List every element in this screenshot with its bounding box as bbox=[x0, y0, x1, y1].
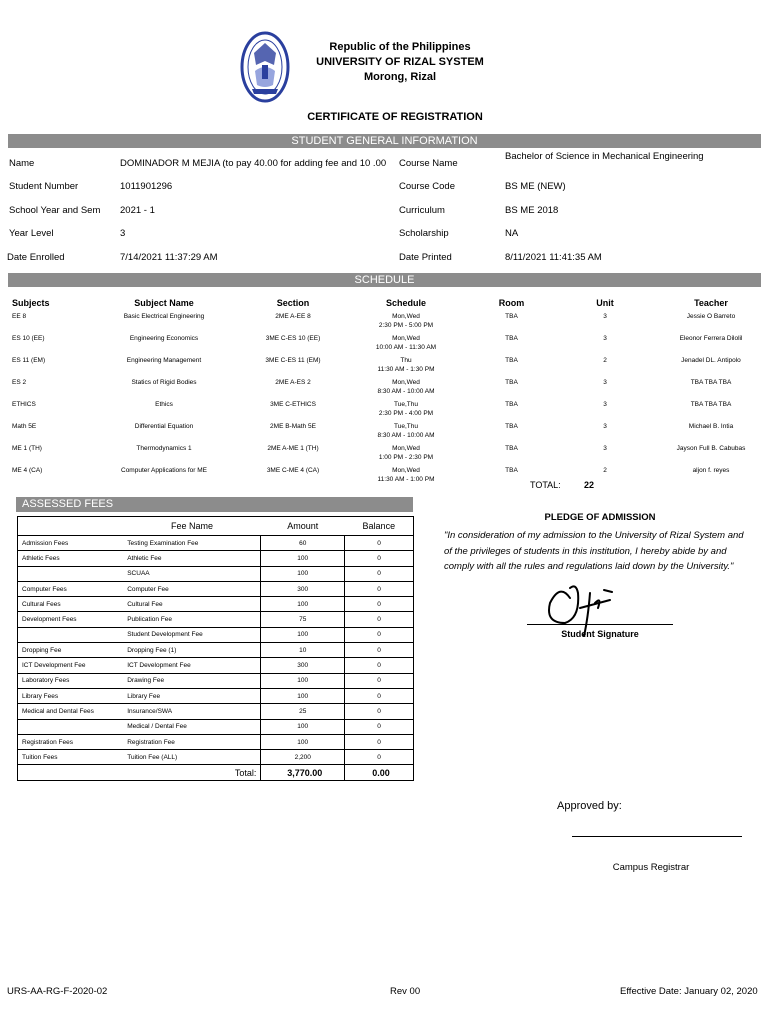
subject-schedule bbox=[338, 332, 474, 354]
form-code: URS-AA-RG-F-2020-02 bbox=[7, 986, 108, 997]
header-location: Morong, Rizal bbox=[363, 71, 437, 83]
fee-name: Drawing Fee bbox=[123, 673, 261, 688]
table-row bbox=[8, 420, 761, 442]
schedule-time: 10:00 AM - 11:30 AM bbox=[375, 344, 437, 351]
schedule-days: Mon,Wed bbox=[392, 379, 420, 386]
fee-name: Medical / Dental Fee bbox=[123, 719, 261, 734]
table-row bbox=[8, 442, 761, 464]
subject-unit: 2 bbox=[603, 467, 607, 474]
fee-amount: 75 bbox=[261, 612, 345, 627]
fee-amount: 100 bbox=[261, 627, 345, 642]
info-label-year-level: Year Level bbox=[9, 228, 54, 239]
info-value-date-enrolled: 7/14/2021 11:37:29 AM bbox=[120, 252, 218, 263]
fee-amount: 100 bbox=[261, 688, 345, 703]
col-section: Section bbox=[276, 298, 310, 308]
subject-name: Engineering Economics bbox=[129, 335, 199, 342]
subject-room: TBA bbox=[505, 335, 518, 342]
subject-name: Basic Electrical Engineering bbox=[123, 313, 205, 320]
subject-room: TBA bbox=[505, 467, 518, 474]
fee-balance: 0 bbox=[345, 643, 414, 658]
table-row bbox=[18, 627, 414, 642]
subject-name: Engineering Management bbox=[126, 357, 202, 364]
assessed-fees-band: ASSESSED FEES bbox=[16, 497, 413, 512]
info-label-scholarship: Scholarship bbox=[399, 228, 449, 239]
fee-category: Athletic Fees bbox=[18, 551, 124, 566]
info-label-date-printed: Date Printed bbox=[399, 252, 452, 263]
schedule-days: Mon,Wed bbox=[392, 313, 420, 320]
subject-unit: 3 bbox=[603, 313, 607, 320]
subject-section: 3ME C-ETHICS bbox=[270, 401, 316, 408]
fee-amount: 100 bbox=[261, 673, 345, 688]
schedule-table bbox=[8, 296, 761, 486]
col-fee-name: Fee Name bbox=[123, 517, 261, 536]
fee-amount: 10 bbox=[261, 643, 345, 658]
fee-category bbox=[18, 627, 124, 642]
schedule-time: 11:30 AM - 1:00 PM bbox=[377, 476, 435, 483]
subject-code: ES 2 bbox=[12, 379, 27, 386]
subject-name: Ethics bbox=[155, 401, 173, 408]
table-row bbox=[18, 597, 414, 612]
table-row bbox=[8, 310, 761, 332]
subject-room: TBA bbox=[505, 379, 518, 386]
subject-unit: 3 bbox=[603, 445, 607, 452]
university-seal bbox=[240, 31, 290, 103]
info-value-curriculum: BS ME 2018 bbox=[505, 205, 559, 216]
subject-room: TBA bbox=[505, 423, 518, 430]
table-row bbox=[18, 734, 414, 749]
table-row bbox=[18, 658, 414, 673]
subject-unit: 2 bbox=[603, 357, 607, 364]
subject-unit: 3 bbox=[603, 379, 607, 386]
fee-category bbox=[18, 566, 124, 581]
subject-code: ME 4 (CA) bbox=[12, 467, 43, 474]
table-row bbox=[18, 551, 414, 566]
info-label-curriculum: Curriculum bbox=[399, 205, 445, 216]
fee-balance: 0 bbox=[345, 566, 414, 581]
subject-code: Math 5E bbox=[12, 423, 37, 430]
fee-name: Registration Fee bbox=[123, 734, 261, 749]
fee-balance: 0 bbox=[345, 673, 414, 688]
info-value-scholarship: NA bbox=[505, 228, 519, 239]
fee-name: Cultural Fee bbox=[123, 597, 261, 612]
pledge-text: "In consideration of my admission to the University of Rizal System and of the privileges of students in this institution, I hereby abide by and comply with all the rules and regulations laid down by the University." bbox=[444, 530, 744, 572]
table-row bbox=[8, 464, 761, 486]
fee-balance: 0 bbox=[345, 750, 414, 765]
fee-amount: 300 bbox=[261, 581, 345, 596]
subject-teacher: TBA TBA TBA bbox=[690, 401, 732, 408]
info-label-name: Name bbox=[9, 158, 35, 169]
subject-name: Thermodynamics 1 bbox=[136, 445, 192, 452]
fee-category: Library Fees bbox=[18, 688, 124, 703]
col-unit: Unit bbox=[596, 298, 614, 308]
schedule-band: SCHEDULE bbox=[8, 273, 761, 287]
table-row bbox=[18, 612, 414, 627]
fee-category bbox=[18, 719, 124, 734]
table-row bbox=[8, 354, 761, 376]
info-value-student-number: 1011901296 bbox=[120, 181, 173, 192]
subject-schedule bbox=[338, 464, 474, 486]
fees-table bbox=[17, 516, 414, 781]
subject-teacher: Eleonor Ferrera Dilolil bbox=[679, 335, 743, 342]
effective-date: Effective Date: January 02, 2020 bbox=[620, 986, 758, 997]
subject-teacher: aljon f. reyes bbox=[692, 467, 730, 474]
table-row bbox=[18, 581, 414, 596]
info-value-school-year: 2021 - 1 bbox=[120, 205, 155, 216]
fee-name: Insurance/SWA bbox=[123, 704, 261, 719]
schedule-time: 8:30 AM - 10:00 AM bbox=[377, 432, 435, 439]
table-row bbox=[18, 719, 414, 734]
fee-category: Registration Fees bbox=[18, 734, 124, 749]
schedule-days: Mon,Wed bbox=[392, 335, 420, 342]
schedule-days: Thu bbox=[400, 357, 412, 364]
fee-balance: 0 bbox=[345, 704, 414, 719]
info-label-course-code: Course Code bbox=[399, 181, 455, 192]
fee-category: Tuition Fees bbox=[18, 750, 124, 765]
subject-room: TBA bbox=[505, 445, 518, 452]
subject-schedule bbox=[338, 354, 474, 376]
fees-total-balance: 0.00 bbox=[345, 765, 414, 780]
subject-room: TBA bbox=[505, 313, 518, 320]
table-row bbox=[18, 688, 414, 703]
fee-name: Testing Examination Fee bbox=[123, 536, 261, 551]
schedule-days: Tue,Thu bbox=[394, 423, 418, 430]
student-signature-label: Student Signature bbox=[561, 629, 639, 639]
units-total-value: 22 bbox=[584, 480, 595, 490]
col-amount: Amount bbox=[261, 517, 345, 536]
fee-balance: 0 bbox=[345, 551, 414, 566]
info-label-course-name: Course Name bbox=[399, 158, 458, 169]
subject-code: EE 8 bbox=[12, 313, 27, 320]
fee-name: Publication Fee bbox=[123, 612, 261, 627]
fee-category: Medical and Dental Fees bbox=[18, 704, 124, 719]
info-value-year-level: 3 bbox=[120, 228, 126, 239]
subject-teacher: Jayson Full B. Cabubas bbox=[676, 445, 746, 452]
fee-category: Computer Fees bbox=[18, 581, 124, 596]
header-university: UNIVERSITY OF RIZAL SYSTEM bbox=[316, 56, 484, 68]
fee-category: ICT Development Fee bbox=[18, 658, 124, 673]
fees-total-row bbox=[18, 765, 414, 780]
subject-schedule bbox=[338, 398, 474, 420]
fee-category: Dropping Fee bbox=[18, 643, 124, 658]
table-row bbox=[18, 643, 414, 658]
fee-balance: 0 bbox=[345, 612, 414, 627]
table-row bbox=[8, 398, 761, 420]
fees-total-amount: 3,770.00 bbox=[261, 765, 345, 780]
schedule-days: Tue,Thu bbox=[394, 401, 418, 408]
schedule-time: 1:00 PM - 2:30 PM bbox=[378, 454, 434, 461]
schedule-days: Mon,Wed bbox=[392, 445, 420, 452]
table-row bbox=[18, 566, 414, 581]
schedule-time: 11:30 AM - 1:30 PM bbox=[377, 366, 435, 373]
fee-balance: 0 bbox=[345, 658, 414, 673]
col-room: Room bbox=[498, 298, 525, 308]
table-row bbox=[18, 704, 414, 719]
fee-name: SCUAA bbox=[123, 566, 261, 581]
table-row bbox=[8, 332, 761, 354]
col-schedule: Schedule bbox=[385, 298, 426, 308]
student-info-band: STUDENT GENERAL INFORMATION bbox=[8, 134, 761, 148]
fee-balance: 0 bbox=[345, 597, 414, 612]
subject-unit: 3 bbox=[603, 335, 607, 342]
subject-section: 2ME B-Math 5E bbox=[270, 423, 316, 430]
fee-name: Computer Fee bbox=[123, 581, 261, 596]
info-value-course-code: BS ME (NEW) bbox=[505, 181, 566, 192]
fee-amount: 100 bbox=[261, 551, 345, 566]
subject-unit: 3 bbox=[603, 423, 607, 430]
col-teacher: Teacher bbox=[694, 298, 728, 308]
fees-total-label: Total: bbox=[123, 765, 261, 780]
info-value-date-printed: 8/11/2021 11:41:35 AM bbox=[505, 252, 602, 263]
pledge-title: PLEDGE OF ADMISSION bbox=[544, 512, 656, 523]
subject-section: 2ME A-EE 8 bbox=[275, 313, 311, 320]
col-subjects: Subjects bbox=[12, 298, 50, 308]
subject-schedule bbox=[338, 420, 474, 442]
registrar-signature-line bbox=[572, 836, 742, 837]
fee-balance: 0 bbox=[345, 581, 414, 596]
col-balance: Balance bbox=[345, 517, 414, 536]
subject-section: 3ME C-ME 4 (CA) bbox=[266, 467, 320, 474]
subject-name: Computer Applications for ME bbox=[121, 467, 207, 474]
subject-code: ME 1 (TH) bbox=[12, 445, 42, 452]
fee-balance: 0 bbox=[345, 536, 414, 551]
subject-section: 3ME C-ES 11 (EM) bbox=[265, 357, 321, 364]
subject-name: Differential Equation bbox=[134, 423, 194, 430]
subject-teacher: Jenadel DL. Antipolo bbox=[681, 357, 741, 364]
units-total-label: TOTAL: bbox=[530, 480, 561, 490]
fee-name: Student Development Fee bbox=[123, 627, 261, 642]
fee-name: Athletic Fee bbox=[123, 551, 261, 566]
table-row bbox=[18, 750, 414, 765]
subject-code: ES 11 (EM) bbox=[12, 357, 46, 364]
fee-amount: 2,200 bbox=[261, 750, 345, 765]
subject-code: ES 10 (EE) bbox=[12, 335, 45, 342]
fee-name: Library Fee bbox=[123, 688, 261, 703]
fee-balance: 0 bbox=[345, 734, 414, 749]
fee-category: Laboratory Fees bbox=[18, 673, 124, 688]
fee-balance: 0 bbox=[345, 627, 414, 642]
fee-name: Dropping Fee (1) bbox=[123, 643, 261, 658]
fee-amount: 100 bbox=[261, 566, 345, 581]
revision: Rev 00 bbox=[390, 986, 421, 997]
subject-schedule bbox=[338, 376, 474, 398]
subject-teacher: TBA TBA TBA bbox=[690, 379, 732, 386]
info-label-date-enrolled: Date Enrolled bbox=[7, 252, 65, 263]
fee-amount: 60 bbox=[261, 536, 345, 551]
schedule-time: 2:30 PM - 5:00 PM bbox=[378, 322, 434, 329]
table-row bbox=[18, 673, 414, 688]
fee-category: Admission Fees bbox=[18, 536, 124, 551]
fees-header-row bbox=[18, 517, 414, 536]
subject-name: Statics of Rigid Bodies bbox=[131, 379, 197, 386]
fee-category: Development Fees bbox=[18, 612, 124, 627]
campus-registrar-label: Campus Registrar bbox=[612, 862, 690, 873]
table-row bbox=[8, 376, 761, 398]
fee-amount: 300 bbox=[261, 658, 345, 673]
subject-section: 2ME A-ME 1 (TH) bbox=[267, 445, 319, 452]
fee-amount: 100 bbox=[261, 597, 345, 612]
subject-schedule bbox=[338, 442, 474, 464]
subject-section: 2ME A-ES 2 bbox=[275, 379, 311, 386]
col-subject-name: Subject Name bbox=[134, 298, 194, 308]
subject-teacher: Jessie O Barreto bbox=[686, 313, 736, 320]
header-republic: Republic of the Philippines bbox=[329, 41, 471, 53]
info-value-course-name: Bachelor of Science in Mechanical Engineering bbox=[505, 151, 704, 162]
schedule-days: Mon,Wed bbox=[392, 467, 420, 474]
fee-amount: 25 bbox=[261, 704, 345, 719]
schedule-time: 2:30 PM - 4:00 PM bbox=[378, 410, 434, 417]
fee-amount: 100 bbox=[261, 734, 345, 749]
fee-category: Cultural Fees bbox=[18, 597, 124, 612]
table-row bbox=[18, 536, 414, 551]
subject-code: ETHICS bbox=[12, 401, 36, 408]
approved-by-label: Approved by: bbox=[557, 800, 622, 812]
signature-line bbox=[527, 624, 673, 625]
subject-schedule bbox=[338, 310, 474, 332]
subject-section: 3ME C-ES 10 (EE) bbox=[265, 335, 321, 342]
subject-teacher: Michael B. Intia bbox=[688, 423, 734, 430]
fee-balance: 0 bbox=[345, 688, 414, 703]
subject-room: TBA bbox=[505, 357, 518, 364]
subject-unit: 3 bbox=[603, 401, 607, 408]
fee-amount: 100 bbox=[261, 719, 345, 734]
fee-name: Tuition Fee (ALL) bbox=[123, 750, 261, 765]
schedule-time: 8:30 AM - 10:00 AM bbox=[377, 388, 435, 395]
subject-room: TBA bbox=[505, 401, 518, 408]
fee-balance: 0 bbox=[345, 719, 414, 734]
certificate-title: CERTIFICATE OF REGISTRATION bbox=[307, 111, 483, 123]
info-value-name: DOMINADOR M MEJIA (to pay 40.00 for adding fee and 10 .00 bbox=[120, 158, 387, 169]
info-label-student-number: Student Number bbox=[9, 181, 79, 192]
institution-header bbox=[300, 40, 500, 85]
info-label-school-year: School Year and Sem bbox=[9, 205, 101, 216]
fee-name: ICT Development Fee bbox=[123, 658, 261, 673]
schedule-header-row bbox=[8, 296, 761, 310]
